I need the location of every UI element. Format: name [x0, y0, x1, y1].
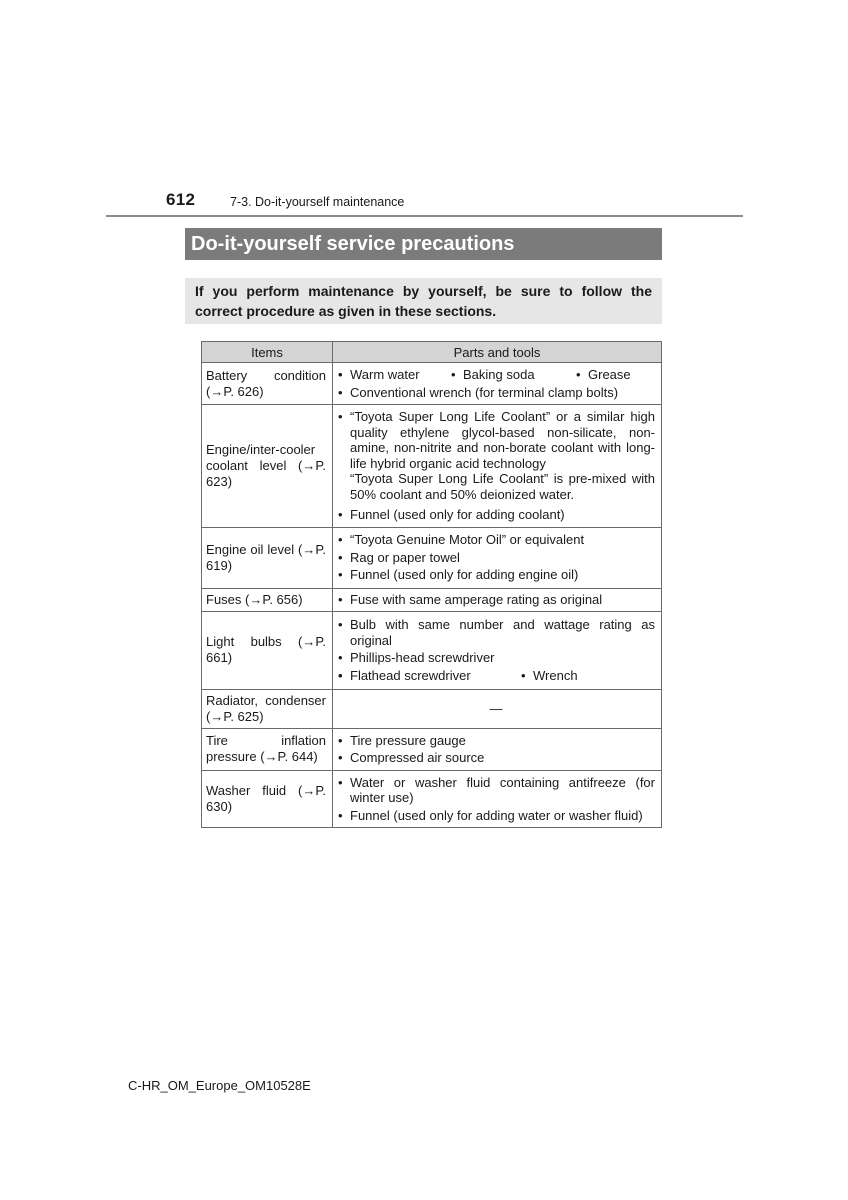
table-row — [202, 689, 662, 728]
intro-note: If you perform maintenance by yourself, be sure to follow the correct procedure as given in these sections. — [185, 278, 662, 324]
header-divider — [106, 215, 743, 217]
parts-list-item — [337, 668, 655, 684]
parts-cell — [333, 611, 662, 689]
table-row — [202, 405, 662, 528]
parts-list-item: • Conventional wrench (for terminal clamp bolts) — [337, 385, 655, 401]
parts-list-item: • Rag or paper towel — [337, 550, 655, 566]
item-cell: Radiator, condenser (→P. 625) — [202, 689, 333, 728]
item-cell: Battery condition (→P. 626) — [202, 363, 333, 405]
parts-list-item: • Fuse with same amperage rating as original — [337, 592, 655, 608]
parts-list-item: • • Flathead screwdriver — [337, 668, 520, 684]
parts-list-item: • Wrench — [520, 668, 578, 684]
table-row — [202, 611, 662, 689]
item-cell: Light bulbs (→P. 661) — [202, 611, 333, 689]
parts-list-item: • Funnel (used only for adding engine oil) — [337, 567, 655, 583]
parts-list-item: • Phillips-head screwdriver — [337, 650, 655, 666]
item-cell: Washer fluid (→P. 630) — [202, 770, 333, 828]
parts-list-item: • Funnel (used only for adding water or washer fluid) — [337, 808, 655, 824]
parts-and-tools-table — [201, 341, 662, 828]
table-row — [202, 527, 662, 588]
item-cell: Engine oil level (→P. 619) — [202, 527, 333, 588]
item-cell: Tire inflation pressure (→P. 644) — [202, 728, 333, 770]
parts-cell — [333, 527, 662, 588]
page-number: 612 — [166, 190, 196, 209]
parts-cell — [333, 728, 662, 770]
document-code: C-HR_OM_Europe_OM10528E — [128, 1078, 311, 1093]
parts-cell — [333, 405, 662, 528]
parts-list-item: • Bulb with same number and wattage rating as original — [337, 617, 655, 648]
parts-list-item: • • Warm water — [337, 367, 450, 383]
parts-cell-empty: — — [333, 689, 662, 728]
parts-list-item — [337, 367, 655, 383]
parts-list-note: “Toyota Super Long Life Coolant” is pre-mixed with 50% coolant and 50% deionized water. — [350, 471, 655, 502]
parts-list-item: • Funnel (used only for adding coolant) — [337, 507, 655, 523]
parts-cell — [333, 588, 662, 611]
parts-cell — [333, 770, 662, 828]
item-cell: Fuses (→P. 656) — [202, 588, 333, 611]
table-row — [202, 588, 662, 611]
parts-list-item: • “Toyota Genuine Motor Oil” or equivalent — [337, 532, 655, 548]
parts-list-item: • Grease — [575, 367, 631, 383]
parts-list-item: • Baking soda — [450, 367, 575, 383]
item-cell: Engine/inter-cooler coolant level (→P. 623) — [202, 405, 333, 528]
page-title: Do-it-yourself service precautions — [185, 228, 662, 260]
parts-list-item: • Compressed air source — [337, 750, 655, 766]
parts-list-item: • Water or washer fluid containing antifreeze (for winter use) — [337, 775, 655, 806]
parts-list-item: • Tire pressure gauge — [337, 733, 655, 749]
parts-list-item: • “Toyota Super Long Life Coolant” or a similar high quality ethylene glycol-based non-silicate, non-amine, non-nitrite and non-borate coolant with long-life hybrid organic acid technology — [337, 409, 655, 471]
table-row — [202, 728, 662, 770]
table-row — [202, 770, 662, 828]
section-reference: 7-3. Do-it-yourself maintenance — [230, 195, 405, 209]
column-header-items: Items — [202, 342, 333, 363]
parts-cell — [333, 363, 662, 405]
column-header-parts: Parts and tools — [333, 342, 662, 363]
table-header-row — [202, 342, 662, 363]
table-row — [202, 363, 662, 405]
